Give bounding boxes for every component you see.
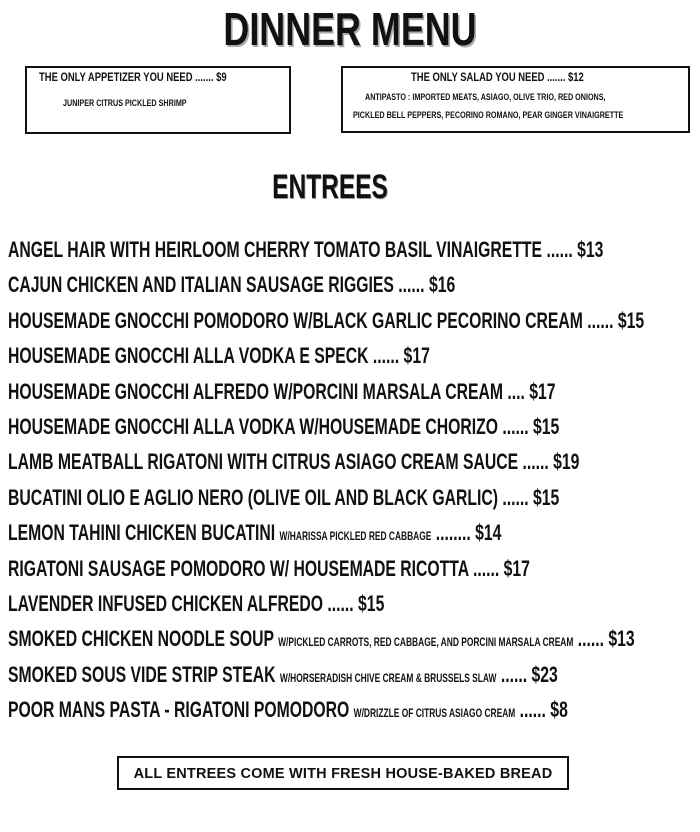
entree-note: W/PICKLED CARROTS, RED CABBAGE, AND PORCINI MARSALA CREAM	[278, 635, 574, 650]
entree-note: W/HORSERADISH CHIVE CREAM & BRUSSELS SLAW	[279, 670, 497, 685]
entree-name: CAJUN CHICKEN AND ITALIAN SAUSAGE RIGGIES	[8, 272, 394, 298]
entree-price: $15	[617, 307, 645, 333]
entree-name: HOUSEMADE GNOCCHI POMODORO W/BLACK GARLIC PECORINO CREAM	[8, 307, 583, 333]
entree-name: HOUSEMADE GNOCCHI ALLA VODKA W/HOUSEMADE CHORIZO	[8, 413, 498, 439]
entree-price: $17	[503, 555, 530, 581]
entree-price: $13	[577, 237, 604, 262]
entree-name: HOUSEMADE GNOCCHI ALLA VODKA E SPECK	[8, 343, 369, 369]
entree-item	[8, 444, 580, 479]
entree-price: $8	[550, 697, 568, 723]
entree-leader-dots: ........	[435, 520, 471, 546]
entree-name: BUCATINI OLIO E AGLIO NERO (OLIVE OIL AND BLACK GARLIC)	[8, 484, 498, 510]
entree-leader-dots: ......	[372, 343, 400, 369]
entrees-heading: ENTREES	[272, 168, 388, 206]
entree-item	[8, 232, 604, 267]
entree-item	[8, 586, 491, 621]
entree-leader-dots: ......	[472, 555, 500, 581]
entree-leader-dots: ......	[587, 307, 614, 333]
salad-box	[341, 66, 690, 133]
entree-price: $15	[533, 413, 560, 439]
entree-leader-dots: ......	[546, 237, 573, 262]
bread-note: ALL ENTREES COME WITH FRESH HOUSE-BAKED BREAD	[133, 766, 553, 782]
entree-leader-dots: ....	[507, 378, 525, 404]
appetizer-item: JUNIPER CITRUS PICKLED SHRIMP	[63, 98, 187, 108]
bread-note-box	[117, 756, 569, 790]
entree-leader-dots: ......	[519, 697, 546, 723]
entree-note: W/HARISSA PICKLED RED CABBAGE	[279, 529, 432, 544]
entree-leader-dots: ......	[502, 413, 529, 439]
entree-item	[8, 338, 491, 373]
entree-leader-dots: ......	[522, 449, 549, 475]
appetizer-heading: THE ONLY APPETIZER YOU NEED ....... $9	[39, 72, 227, 84]
entree-leader-dots: ......	[502, 484, 529, 510]
salad-heading: THE ONLY SALAD YOU NEED ....... $12	[411, 72, 584, 84]
entree-item	[8, 409, 560, 444]
entree-price: $23	[531, 661, 558, 687]
entree-name: LEMON TAHINI CHICKEN BUCATINI	[8, 520, 276, 546]
entree-name: ANGEL HAIR WITH HEIRLOOM CHERRY TOMATO BASIL VINAIGRETTE	[8, 237, 543, 262]
salad-description-line-1: ANTIPASTO : IMPORTED MEATS, ASIAGO, OLIVE TRIO, RED ONIONS,	[365, 92, 606, 102]
entree-item	[8, 621, 635, 656]
entree-leader-dots: ......	[327, 590, 354, 616]
entree-price: $19	[553, 449, 580, 475]
entree-item	[8, 267, 491, 302]
entree-price: $17	[403, 343, 430, 369]
entree-name: RIGATONI SAUSAGE POMODORO W/ HOUSEMADE RICOTTA	[8, 555, 469, 581]
entree-item	[8, 692, 568, 727]
entree-name: SMOKED SOUS VIDE STRIP STEAK	[8, 661, 276, 687]
entree-item	[8, 374, 556, 409]
entree-note: W/DRIZZLE OF CITRUS ASIAGO CREAM	[353, 706, 516, 721]
entree-item	[8, 515, 502, 550]
entree-price: $16	[428, 272, 456, 298]
entree-item	[8, 480, 560, 515]
entree-name: HOUSEMADE GNOCCHI ALFREDO W/PORCINI MARSALA CREAM	[8, 378, 503, 404]
entree-name: LAVENDER INFUSED CHICKEN ALFREDO	[8, 590, 324, 616]
entree-name: POOR MANS PASTA - RIGATONI POMODORO	[8, 697, 350, 723]
salad-description-line-2: PICKLED BELL PEPPERS, PECORINO ROMANO, PEAR GINGER VINAIGRETTE	[353, 110, 624, 120]
menu-title: DINNER MENU	[223, 3, 477, 55]
appetizer-box	[25, 66, 291, 134]
entree-price: $13	[608, 626, 635, 652]
entree-price: $15	[533, 484, 560, 510]
entree-list	[8, 232, 698, 727]
entree-name: LAMB MEATBALL RIGATONI WITH CITRUS ASIAGO CREAM SAUCE	[8, 449, 519, 475]
entree-item	[8, 303, 645, 338]
entree-item	[8, 657, 558, 692]
entree-price: $15	[358, 590, 385, 616]
entree-price: $14	[475, 520, 502, 546]
entree-name: SMOKED CHICKEN NOODLE SOUP	[8, 626, 274, 652]
entree-item	[8, 551, 530, 586]
entree-leader-dots: ......	[500, 661, 528, 687]
entree-price: $17	[529, 378, 556, 404]
entree-leader-dots: ......	[577, 626, 605, 652]
entree-leader-dots: ......	[398, 272, 425, 298]
